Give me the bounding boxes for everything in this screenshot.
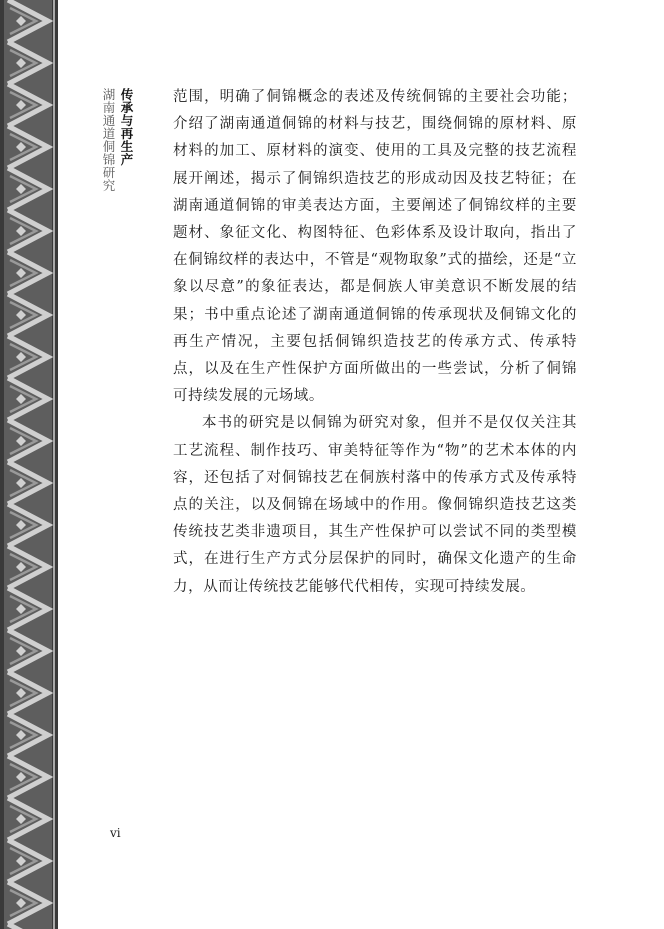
paragraph-1: 范围，明确了侗锦概念的表述及传统侗锦的主要社会功能；介绍了湖南通道侗锦的材料与技艺，围绕侗锦的原材料、原材料的加工、原材料的演变、使用的工具及完整的技艺流程展开阐述，揭示了侗锦织造技艺的形成动因及技艺特征；在湖南通道侗锦的审美表达方面，主要阐述了侗锦纹样的主要题材、象征文化、构图特征、色彩体系及设计取向，指出了在侗锦纹样的表达中，不管是“观物取象”式的描绘，还是“立象以尽意”的象征表达，都是侗族人审美意识不断发展的结果；书中重点论述了湖南通道侗锦的传承现状及侗锦文化的再生产情况，主要包括侗锦织造技艺的传承方式、传承特点，以及在生产性保护方面所做出的一些尝试，分析了侗锦可持续发展的元场域。	[173, 89, 577, 405]
brocade-pattern-graphic	[0, 0, 58, 929]
paragraph-2: 本书的研究是以侗锦为研究对象，但并不是仅仅关注其工艺流程、制作技巧、审美特征等作为“物”的艺术本体的内容，还包括了对侗锦技艺在侗族村落中的传承方式及传承特点的关注，以及侗锦在场域中的作用。像侗锦织造技艺这类传统技艺类非遗项目，其生产性保护可以尝试不同的类型模式，在进行生产方式分层保护的同时，确保文化遗产的生命力，从而让传统技艺能够代代相传，实现可持续发展。	[173, 415, 577, 595]
running-title-sub: 湖南通道侗锦研究	[101, 88, 116, 192]
running-title-main: 传承与再生产	[119, 88, 134, 166]
decorative-brocade-border	[0, 0, 58, 929]
body-text	[173, 84, 577, 601]
page-number: vi	[110, 826, 121, 840]
running-title	[99, 88, 133, 208]
